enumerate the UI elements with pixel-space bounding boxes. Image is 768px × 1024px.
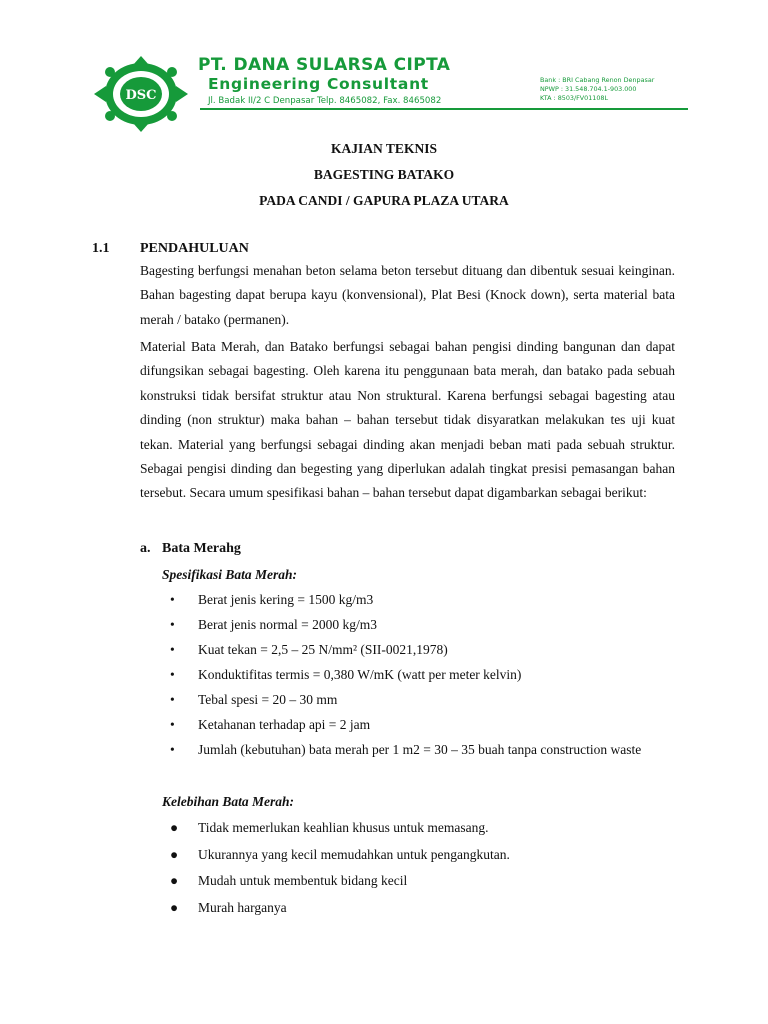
bullet-icon: • <box>170 667 175 682</box>
list-item: ● Murah harganya <box>162 895 676 922</box>
list-item: • Berat jenis normal = 2000 kg/m3 <box>162 612 676 637</box>
company-block <box>198 55 450 108</box>
bullet-icon: • <box>170 742 175 757</box>
title-line-1: KAJIAN TEKNIS <box>331 141 437 156</box>
bullet-icon: ● <box>170 899 179 915</box>
list-item: • Jumlah (kebutuhan) bata merah per 1 m2 = 30 – 35 buah tanpa construction waste <box>162 737 676 762</box>
bullet-icon: • <box>170 717 175 732</box>
advantages-heading: Kelebihan Bata Merah: <box>162 794 295 809</box>
section-heading: PENDAHULUAN <box>140 241 249 256</box>
npwp-line: NPWP : 31.548.704.1-903.000 <box>540 85 637 93</box>
list-item: • Kuat tekan = 2,5 – 25 N/mm² (SII-0021,1978) <box>162 637 676 662</box>
company-name: PT. DANA SULARSA CIPTA <box>198 55 451 75</box>
list-item: ● Mudah untuk membentuk bidang kecil <box>162 868 676 895</box>
list-item: • Berat jenis kering = 1500 kg/m3 <box>162 587 676 612</box>
bullet-icon: • <box>170 642 175 657</box>
kta-line: KTA : 8503/FV01108L <box>540 94 609 102</box>
bank-info <box>540 76 654 103</box>
bullet-icon: ● <box>170 820 179 835</box>
company-address: Jl. Badak II/2 C Denpasar Telp. 8465082, Fax. 8465082 <box>208 96 442 106</box>
bank-line: Bank : BRI Cabang Renon Denpasar <box>540 76 655 84</box>
spec-heading: Spesifikasi Bata Merah: <box>162 567 298 582</box>
document-title <box>0 136 768 214</box>
company-type: Engineering Consultant <box>208 75 429 93</box>
intro-paragraph-1: Bagesting berfungsi menahan beton selama beton tersebut dituang dan dibentuk sesuai keinginan. Bahan bagesting dapat berupa kayu (konvensional), Plat Besi (Knock down), serta material bata merah / batako (permanen). <box>140 263 675 327</box>
section-number: 1.1 <box>92 241 110 256</box>
spec-list <box>162 587 676 762</box>
list-item: ● Tidak memerlukan keahlian khusus untuk memasang. <box>162 815 676 842</box>
bullet-icon: • <box>170 692 175 707</box>
bullet-icon: ● <box>170 846 179 862</box>
letterhead <box>0 0 768 120</box>
list-item: • Ketahanan terhadap api = 2 jam <box>162 712 676 737</box>
subsection-title: Bata Merahg <box>162 541 241 556</box>
bullet-icon: • <box>170 617 175 632</box>
company-logo <box>92 54 190 134</box>
title-line-3: PADA CANDI / GAPURA PLAZA UTARA <box>259 193 509 208</box>
list-item: ● Ukurannya yang kecil memudahkan untuk pengangkutan. <box>162 842 676 869</box>
bullet-icon: ● <box>170 873 179 888</box>
logo-letters: DSC <box>125 88 157 103</box>
advantages-list <box>162 815 676 921</box>
title-line-2: BAGESTING BATAKO <box>313 167 455 182</box>
subsection-heading <box>140 540 241 558</box>
letterhead-divider <box>200 108 688 110</box>
intro-paragraph-2: Material Bata Merah, dan Batako berfungsi sebagai bahan pengisi dinding bangunan dan dapat difungsikan sebagai bagesting. Oleh karena itu penggunaan bata merah, dan batako pada sebuah konstruksi tidak bersifat struktur atau Non struktural. Karena berfungsi sebagai bagesting atau dinding (non struktur) maka bahan – bahan tersebut tidak disyaratkan melakukan tes uji kuat tekan. Material yang berfungsi sebagai dinding akan menjadi beban mati pada sebuah struktur. Sebagai pengisi dinding dan begesting yang diperlukan adalah tingkat presisi pemasangan bahan tersebut. Secara umum spesifikasi bahan – bahan tersebut dapat digambarkan sebagai berikut: <box>140 339 675 501</box>
list-item: • Konduktifitas termis = 0,380 W/mK (watt per meter kelvin) <box>162 662 676 687</box>
list-item: • Tebal spesi = 20 – 30 mm <box>162 687 676 712</box>
subsection-letter: a. <box>140 541 151 556</box>
bullet-icon: • <box>170 592 175 607</box>
